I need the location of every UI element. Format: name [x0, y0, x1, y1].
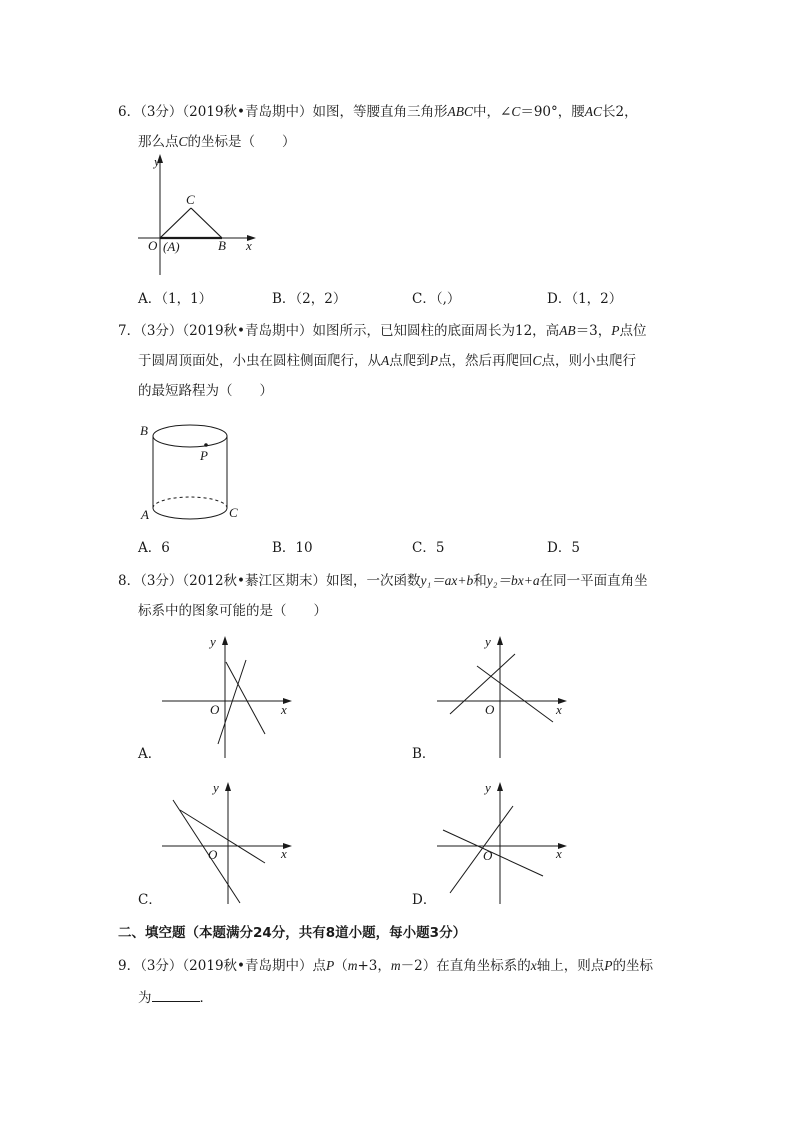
- q6-figure: [130, 150, 270, 280]
- q7-line3: 的最短路程为（ ）: [138, 383, 273, 399]
- q6-option-b[interactable]: B．（2，2）: [272, 291, 347, 307]
- q7-option-c[interactable]: C．5: [412, 540, 445, 556]
- q8b-o-label: O: [485, 702, 495, 717]
- q7-cylinder-figure: [135, 418, 255, 528]
- q7-c-label: C: [229, 505, 238, 520]
- q8-option-c[interactable]: C．: [138, 892, 162, 908]
- q7-a-label: A: [141, 507, 149, 522]
- q8-graph-c: [160, 778, 300, 908]
- q6-option-a[interactable]: A．（1，1）: [138, 291, 213, 307]
- q7-line1: 7．（3分）（2019秋•青岛期中）如图所示，已知圆柱的底面周长为12，高AB＝3，P点位: [118, 323, 647, 339]
- q6-b-label: B: [218, 238, 226, 253]
- q7-option-a[interactable]: A．6: [138, 540, 170, 556]
- q6-y-label: y: [154, 154, 160, 169]
- q8-graph-d: [435, 778, 575, 908]
- q6-line1: 6．（3分）（2019秋•青岛期中）如图，等腰直角三角形ABC中，∠C＝90°，腰AC长2，: [118, 104, 638, 120]
- q8a-x-label: x: [281, 702, 287, 717]
- q7-option-d[interactable]: D．5: [547, 540, 580, 556]
- q8a-o-label: O: [210, 702, 220, 717]
- section-2-heading: 二、填空题（本题满分24分，共有8道小题，每小题3分）: [118, 925, 467, 941]
- q8d-x-label: x: [556, 846, 562, 861]
- q8c-x-label: x: [281, 846, 287, 861]
- q8-line1: 8．（3分）（2012秋•綦江区期末）如图，一次函数y₁＝ax+b和y₂＝bx+a在同一平面直角坐: [118, 573, 648, 589]
- q9-answer-blank[interactable]: [152, 987, 200, 1002]
- q9-line1: 9．（3分）（2019秋•青岛期中）点P（m+3，m－2）在直角坐标系的x轴上，则点P的坐标: [118, 958, 653, 974]
- q6-x-label: x: [246, 238, 252, 253]
- q8-graph-b: [435, 632, 575, 762]
- q8b-y-label: y: [485, 634, 491, 649]
- q8-option-a[interactable]: A．: [138, 746, 162, 762]
- q7-option-b[interactable]: B．10: [272, 540, 313, 556]
- q6-option-c[interactable]: C．（,）: [412, 291, 461, 307]
- q8c-y-label: y: [213, 780, 219, 795]
- q6-o-label: O: [148, 238, 158, 253]
- q8-option-d[interactable]: D．: [412, 892, 437, 908]
- q8d-y-label: y: [485, 780, 491, 795]
- q7-line2: 于圆周顶面处，小虫在圆柱侧面爬行，从A点爬到P点，然后再爬回C点，则小虫爬行: [138, 353, 637, 369]
- q8-graph-a: [160, 632, 300, 762]
- q8d-o-label: O: [483, 848, 493, 863]
- q6-a-label: (A): [163, 239, 180, 254]
- q6-line2: 那么点C的坐标是（ ）: [138, 134, 296, 150]
- q6-option-d[interactable]: D．（1，2）: [547, 291, 623, 307]
- q7-b-label: B: [140, 423, 148, 438]
- q6-c-label: C: [186, 192, 195, 207]
- q7-p-label: P: [200, 448, 208, 463]
- q8-line2: 标系中的图象可能的是（ ）: [138, 603, 327, 619]
- q8-option-b[interactable]: B．: [412, 746, 436, 762]
- q8a-y-label: y: [210, 634, 216, 649]
- q8b-x-label: x: [556, 702, 562, 717]
- q9-line2: 为 ．: [138, 987, 213, 1008]
- q8c-o-label: O: [208, 847, 218, 862]
